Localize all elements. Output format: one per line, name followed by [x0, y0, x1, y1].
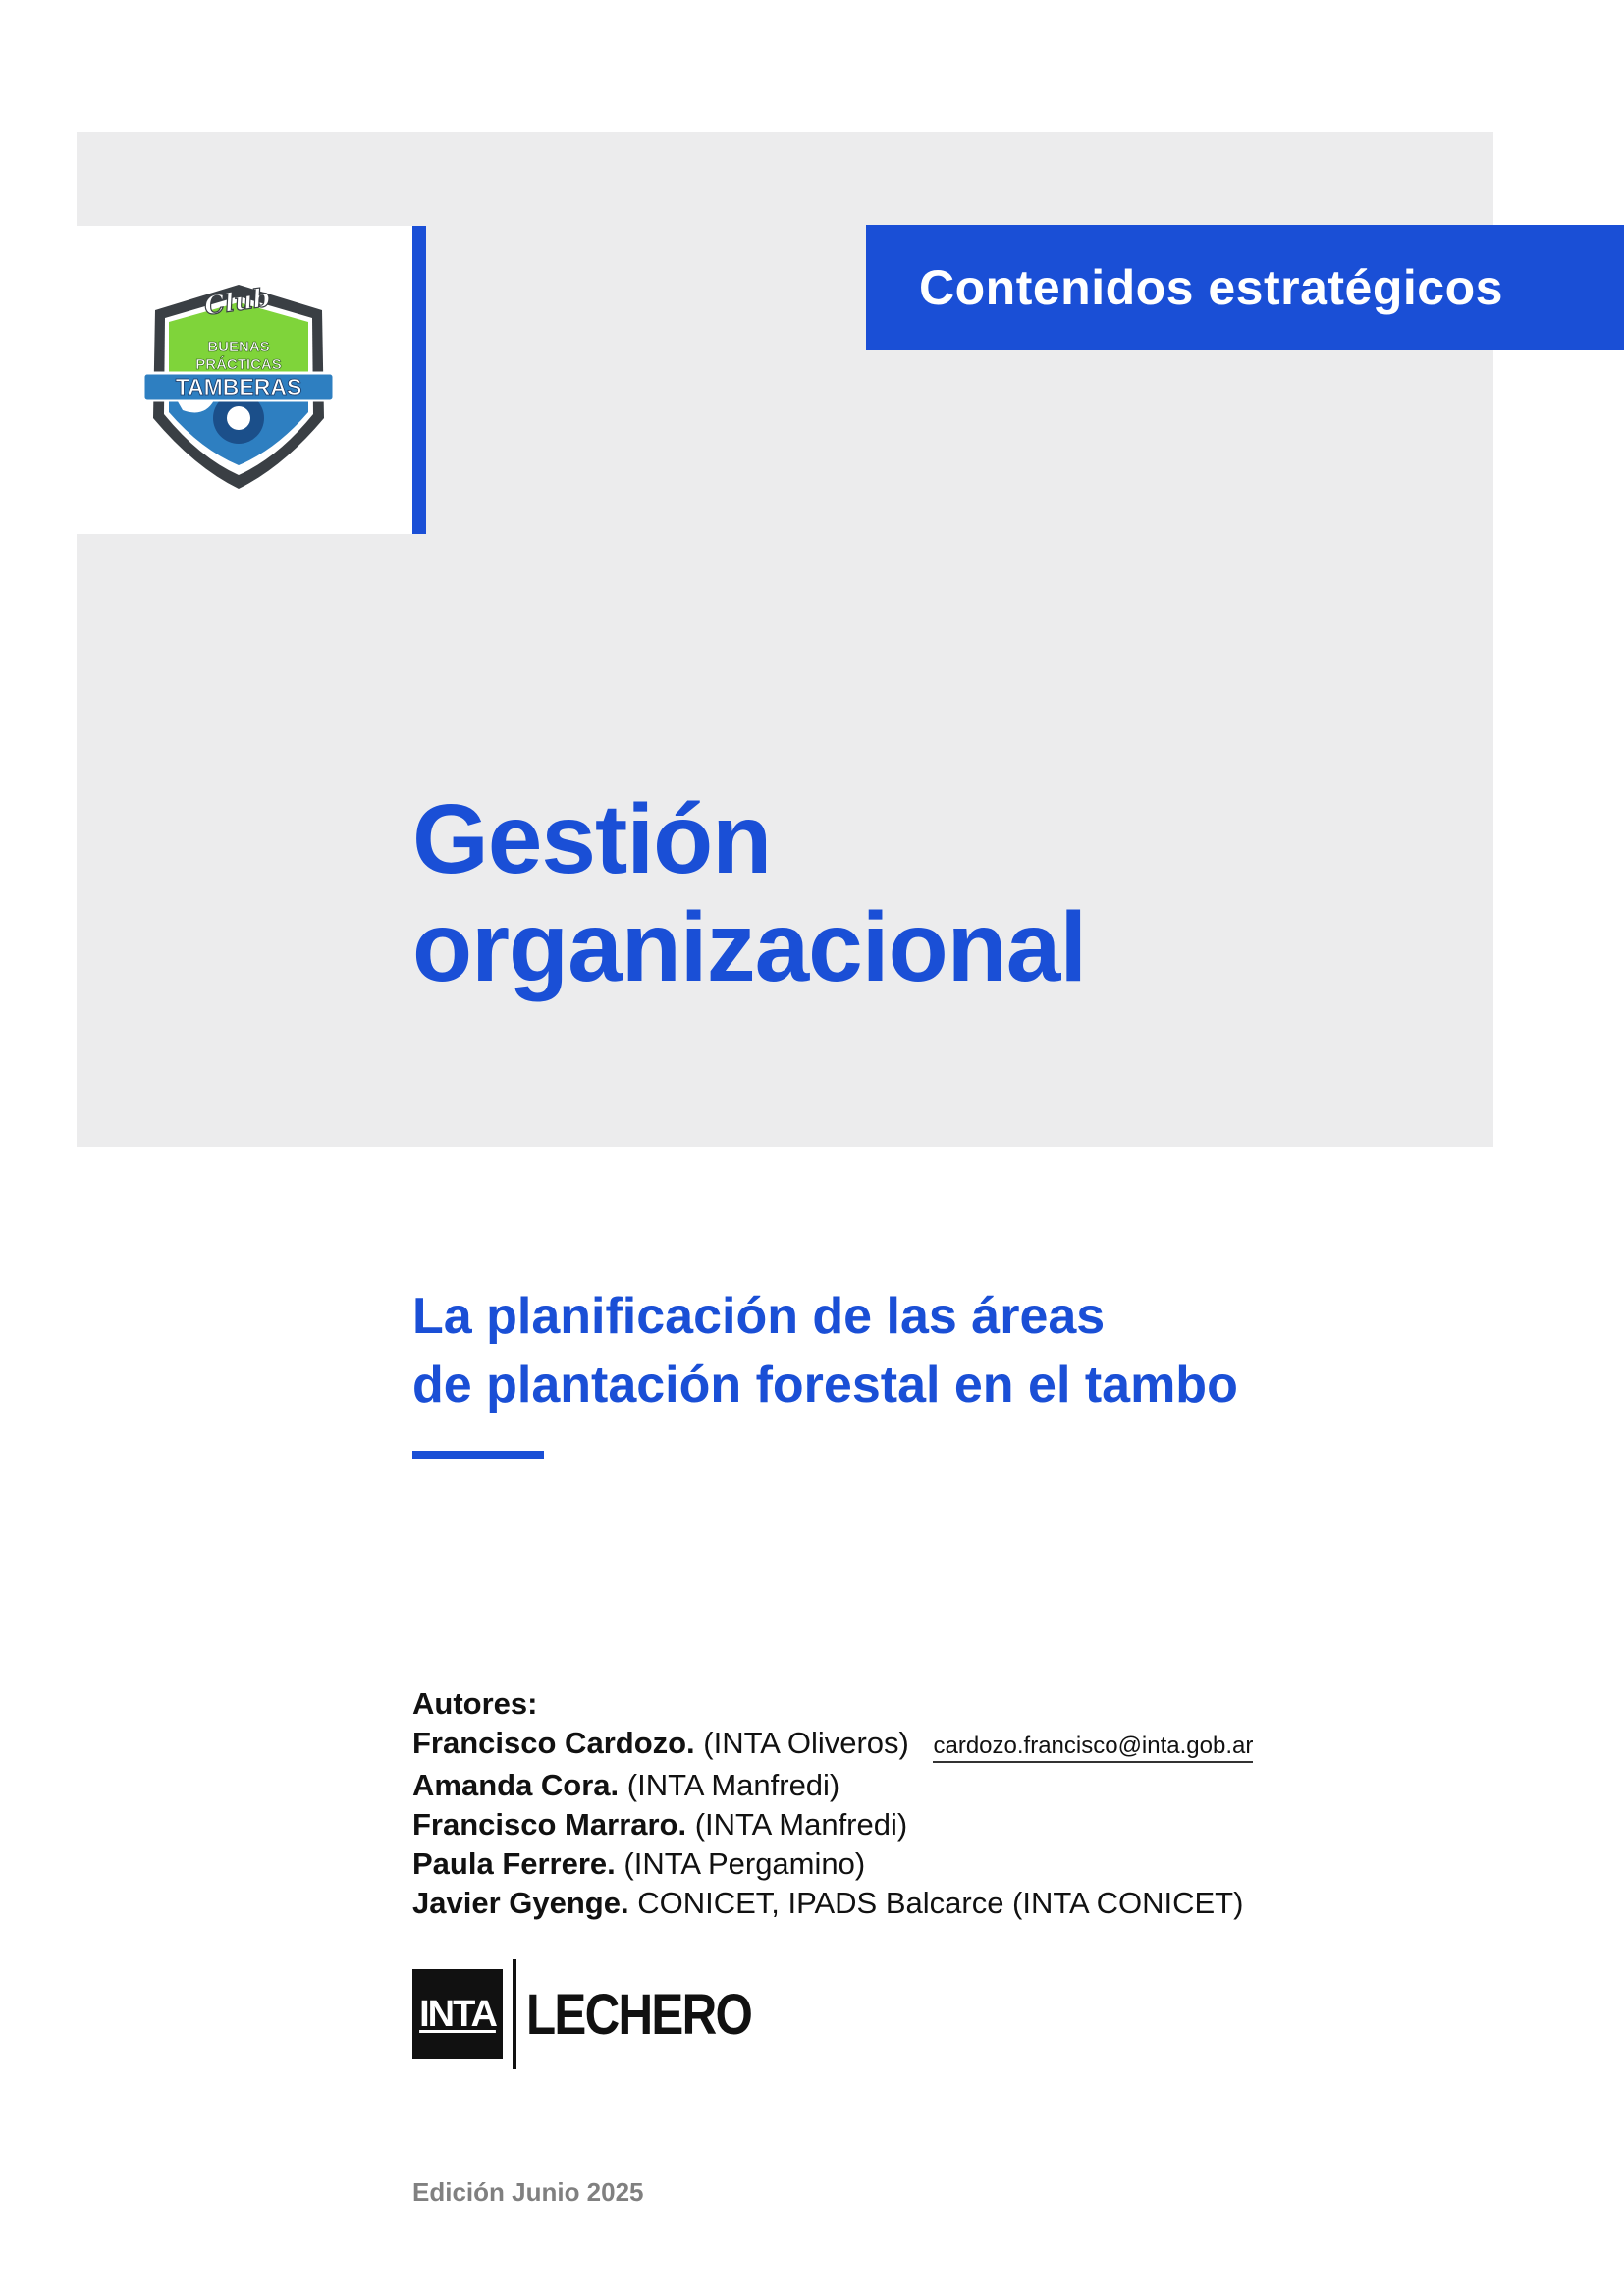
- inta-logo-mark: INTA: [412, 1969, 503, 2059]
- logo-main-text: TAMBERAS: [175, 374, 302, 400]
- logo-mid-text-2: PRÁCTICAS: [195, 356, 282, 373]
- author-row: [412, 1766, 1253, 1805]
- section-banner-label: Contenidos estratégicos: [919, 260, 1503, 315]
- inta-logo-divider: [513, 1959, 516, 2069]
- author-affiliation: CONICET, IPADS Balcarce (INTA CONICET): [628, 1886, 1244, 1920]
- inta-lechero-logo: [412, 1959, 791, 2069]
- title-line-2: organizacional: [412, 892, 1087, 1002]
- title-line-1: Gestión: [412, 784, 772, 894]
- author-email-link[interactable]: cardozo.francisco@inta.gob.ar: [933, 1733, 1253, 1763]
- edition-date: Edición Junio 2025: [412, 2177, 644, 2207]
- author-name: Francisco Cardozo.: [412, 1726, 695, 1760]
- section-banner: [866, 225, 1624, 350]
- author-row: [412, 1844, 1253, 1884]
- logo-accent-rule: [412, 226, 426, 534]
- logo-top-text: Club: [202, 283, 273, 322]
- subtitle-line-2: de plantación forestal en el tambo: [412, 1357, 1238, 1414]
- author-name: Paula Ferrere.: [412, 1846, 616, 1881]
- document-subtitle: [412, 1282, 1238, 1419]
- author-row: [412, 1805, 1253, 1844]
- author-affiliation: (INTA Manfredi): [686, 1807, 908, 1842]
- subtitle-underline: [412, 1451, 544, 1459]
- author-affiliation: (INTA Pergamino): [615, 1846, 866, 1881]
- inta-logo-word: LECHERO: [526, 1982, 752, 2047]
- authors-block: [412, 1684, 1253, 1923]
- club-buenas-practicas-tamberas-logo: [135, 271, 342, 491]
- author-name: Francisco Marraro.: [412, 1807, 687, 1842]
- author-name: Javier Gyenge.: [412, 1886, 629, 1920]
- subtitle-line-1: La planificación de las áreas: [412, 1288, 1106, 1345]
- author-affiliation: (INTA Manfredi): [619, 1768, 840, 1802]
- logo-mid-text-1: BUENAS: [207, 339, 270, 355]
- document-title: [412, 785, 1086, 1001]
- authors-heading: Autores:: [412, 1686, 538, 1721]
- author-row: [412, 1724, 1253, 1766]
- author-name: Amanda Cora.: [412, 1768, 620, 1802]
- author-row: [412, 1884, 1253, 1923]
- author-affiliation: (INTA Oliveros): [694, 1726, 909, 1760]
